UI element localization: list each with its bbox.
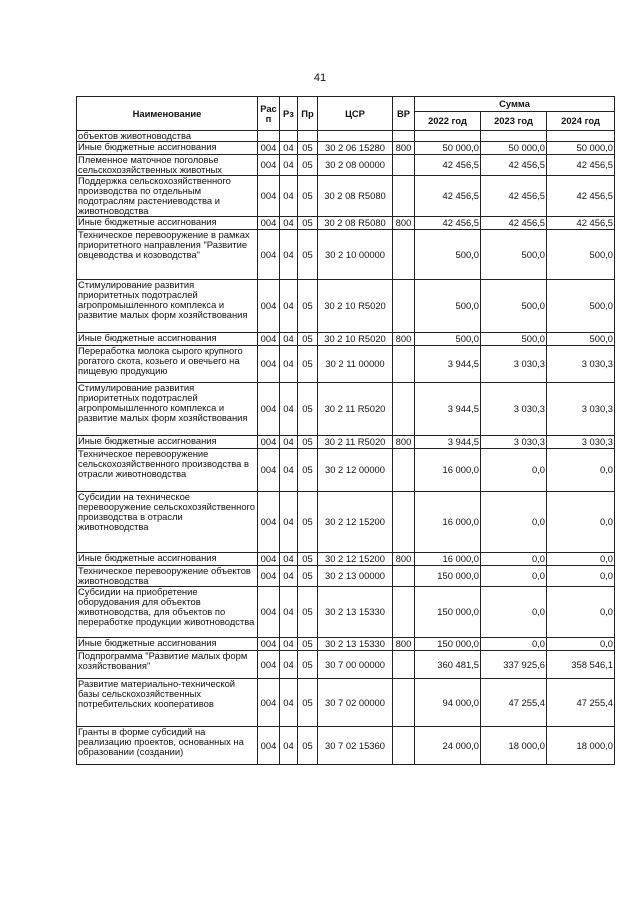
row-sum-2024: 3 030,3	[547, 346, 615, 383]
row-sum-2023: 500,0	[481, 230, 547, 280]
row-name: Поддержка сельскохозяйственного производства по отдельным подотраслям растениеводства и животноводства	[77, 176, 258, 217]
row-sum-2023: 42 456,5	[481, 217, 547, 230]
row-name: Техническое перевооружение в рамках приоритетного направления "Развитие овцеводства и козоводства"	[77, 230, 258, 280]
table-body	[77, 131, 615, 765]
row-sum-2024: 3 030,3	[547, 383, 615, 436]
row-pr: 05	[298, 346, 318, 383]
row-razdel: 004	[258, 587, 280, 638]
row-razdel: 004	[258, 553, 280, 566]
row-sum-2022: 16 000,0	[415, 553, 481, 566]
row-vr: 800	[393, 142, 415, 155]
header-year-2023: 2023 год	[481, 112, 547, 131]
row-sum-2024: 50 000,0	[547, 142, 615, 155]
row-pr: 05	[298, 727, 318, 765]
row-csr: 30 2 12 00000	[318, 449, 393, 492]
row-rz: 04	[280, 679, 298, 727]
row-pr: 05	[298, 436, 318, 449]
table-row	[77, 553, 615, 566]
row-vr	[393, 383, 415, 436]
row-sum-2024: 358 546,1	[547, 651, 615, 679]
table-row	[77, 679, 615, 727]
row-sum-2023: 47 255,4	[481, 679, 547, 727]
row-rz: 04	[280, 383, 298, 436]
row-vr: 800	[393, 333, 415, 346]
row-sum-2022: 24 000,0	[415, 727, 481, 765]
row-csr: 30 7 02 15360	[318, 727, 393, 765]
row-name: Племенное маточное поголовье сельскохозяйственных животных	[77, 155, 258, 176]
row-vr: 800	[393, 436, 415, 449]
row-vr: 800	[393, 553, 415, 566]
row-csr: 30 2 13 00000	[318, 566, 393, 587]
row-csr: 30 7 02 00000	[318, 679, 393, 727]
row-sum-2023: 0,0	[481, 553, 547, 566]
header-pr: Пр	[298, 97, 318, 131]
row-vr	[393, 492, 415, 553]
row-sum-2023	[481, 131, 547, 142]
header-name: Наименование	[77, 97, 258, 131]
row-sum-2024: 18 000,0	[547, 727, 615, 765]
row-vr	[393, 155, 415, 176]
row-name: Иные бюджетные ассигнования	[77, 142, 258, 155]
row-pr: 05	[298, 217, 318, 230]
row-razdel: 004	[258, 280, 280, 333]
row-name: Иные бюджетные ассигнования	[77, 217, 258, 230]
row-razdel: 004	[258, 383, 280, 436]
row-name: Развитие материально-технической базы сельскохозяйственных потребительских кооперативов	[77, 679, 258, 727]
row-razdel: 004	[258, 566, 280, 587]
row-csr: 30 2 13 15330	[318, 587, 393, 638]
row-razdel: 004	[258, 217, 280, 230]
row-sum-2023: 0,0	[481, 638, 547, 651]
row-pr: 05	[298, 553, 318, 566]
row-rz: 04	[280, 638, 298, 651]
row-sum-2024: 0,0	[547, 566, 615, 587]
table-row	[77, 176, 615, 217]
row-sum-2022: 3 944,5	[415, 436, 481, 449]
row-razdel: 004	[258, 727, 280, 765]
row-name: Техническое перевооружение объектов животноводства	[77, 566, 258, 587]
table-row	[77, 155, 615, 176]
row-sum-2024: 47 255,4	[547, 679, 615, 727]
row-name: Субсидии на техническое перевооружение сельскохозяйственного производства в отрасли животноводства	[77, 492, 258, 553]
row-sum-2023: 3 030,3	[481, 346, 547, 383]
row-name: Иные бюджетные ассигнования	[77, 638, 258, 651]
row-pr: 05	[298, 587, 318, 638]
row-sum-2022: 16 000,0	[415, 449, 481, 492]
table-row	[77, 230, 615, 280]
row-sum-2023: 0,0	[481, 492, 547, 553]
table-row	[77, 492, 615, 553]
row-sum-2022: 3 944,5	[415, 383, 481, 436]
row-sum-2022: 150 000,0	[415, 566, 481, 587]
row-sum-2024: 500,0	[547, 333, 615, 346]
table-row	[77, 217, 615, 230]
row-razdel: 004	[258, 155, 280, 176]
row-name: Гранты в форме субсидий на реализацию проектов, основанных на образовании (создании)	[77, 727, 258, 765]
row-csr: 30 2 08 R5080	[318, 217, 393, 230]
row-name: Субсидии на приобретение оборудования для объектов животноводства, для объектов по переработке продукции животноводства	[77, 587, 258, 638]
row-vr	[393, 651, 415, 679]
header-csr: ЦСР	[318, 97, 393, 131]
row-sum-2024: 42 456,5	[547, 217, 615, 230]
row-vr	[393, 230, 415, 280]
row-razdel: 004	[258, 346, 280, 383]
row-sum-2022: 42 456,5	[415, 217, 481, 230]
row-razdel: 004	[258, 436, 280, 449]
table-row	[77, 638, 615, 651]
row-csr: 30 2 08 R5080	[318, 176, 393, 217]
row-vr	[393, 346, 415, 383]
row-csr: 30 2 12 15200	[318, 553, 393, 566]
row-pr: 05	[298, 679, 318, 727]
row-sum-2022: 150 000,0	[415, 638, 481, 651]
row-vr: 800	[393, 217, 415, 230]
row-vr	[393, 587, 415, 638]
row-vr	[393, 280, 415, 333]
row-rz: 04	[280, 280, 298, 333]
row-pr: 05	[298, 383, 318, 436]
table-row	[77, 651, 615, 679]
row-razdel: 004	[258, 638, 280, 651]
row-rz: 04	[280, 492, 298, 553]
table-row	[77, 436, 615, 449]
row-razdel: 004	[258, 142, 280, 155]
row-sum-2023: 0,0	[481, 587, 547, 638]
row-pr: 05	[298, 142, 318, 155]
row-rz: 04	[280, 230, 298, 280]
row-sum-2022: 94 000,0	[415, 679, 481, 727]
header-sum: Сумма	[415, 97, 615, 112]
row-csr: 30 7 00 00000	[318, 651, 393, 679]
table-row	[77, 383, 615, 436]
row-rz: 04	[280, 449, 298, 492]
row-sum-2024: 0,0	[547, 587, 615, 638]
row-sum-2023: 337 925,6	[481, 651, 547, 679]
row-pr: 05	[298, 230, 318, 280]
row-razdel: 004	[258, 176, 280, 217]
row-csr: 30 2 10 R5020	[318, 333, 393, 346]
row-csr: 30 2 12 15200	[318, 492, 393, 553]
row-name: Подпрограмма "Развитие малых форм хозяйствования"	[77, 651, 258, 679]
header-razdel: Рас п	[258, 97, 280, 131]
row-rz: 04	[280, 333, 298, 346]
row-pr: 05	[298, 155, 318, 176]
table-row	[77, 280, 615, 333]
row-rz: 04	[280, 651, 298, 679]
table-row	[77, 131, 615, 142]
row-csr: 30 2 10 00000	[318, 230, 393, 280]
row-razdel	[258, 131, 280, 142]
row-sum-2022: 500,0	[415, 280, 481, 333]
header-rz: Рз	[280, 97, 298, 131]
row-sum-2023: 42 456,5	[481, 155, 547, 176]
row-name: объектов животноводства	[77, 131, 258, 142]
row-csr: 30 2 11 R5020	[318, 383, 393, 436]
row-sum-2024: 0,0	[547, 449, 615, 492]
row-rz	[280, 131, 298, 142]
row-sum-2024: 42 456,5	[547, 176, 615, 217]
row-rz: 04	[280, 587, 298, 638]
row-rz: 04	[280, 727, 298, 765]
table-row	[77, 566, 615, 587]
row-vr	[393, 727, 415, 765]
row-rz: 04	[280, 553, 298, 566]
row-sum-2023: 0,0	[481, 566, 547, 587]
row-sum-2022: 500,0	[415, 333, 481, 346]
table-row	[77, 449, 615, 492]
row-sum-2024: 3 030,3	[547, 436, 615, 449]
row-name: Иные бюджетные ассигнования	[77, 553, 258, 566]
row-csr: 30 2 08 00000	[318, 155, 393, 176]
row-razdel: 004	[258, 333, 280, 346]
row-rz: 04	[280, 436, 298, 449]
row-sum-2023: 50 000,0	[481, 142, 547, 155]
row-vr	[393, 176, 415, 217]
header-year-2022: 2022 год	[415, 112, 481, 131]
row-pr: 05	[298, 333, 318, 346]
header-year-2024: 2024 год	[547, 112, 615, 131]
row-pr: 05	[298, 492, 318, 553]
row-sum-2023: 500,0	[481, 280, 547, 333]
row-sum-2022: 16 000,0	[415, 492, 481, 553]
row-csr: 30 2 11 R5020	[318, 436, 393, 449]
row-sum-2024: 0,0	[547, 638, 615, 651]
row-pr: 05	[298, 638, 318, 651]
row-sum-2022: 150 000,0	[415, 587, 481, 638]
page-number: 41	[313, 72, 327, 84]
row-rz: 04	[280, 566, 298, 587]
row-pr: 05	[298, 566, 318, 587]
row-name: Иные бюджетные ассигнования	[77, 333, 258, 346]
row-pr: 05	[298, 176, 318, 217]
row-pr	[298, 131, 318, 142]
row-sum-2022: 3 944,5	[415, 346, 481, 383]
row-sum-2023: 18 000,0	[481, 727, 547, 765]
budget-table	[76, 96, 615, 765]
table-row	[77, 142, 615, 155]
row-rz: 04	[280, 155, 298, 176]
row-sum-2024: 500,0	[547, 280, 615, 333]
row-sum-2023: 3 030,3	[481, 383, 547, 436]
row-sum-2023: 42 456,5	[481, 176, 547, 217]
row-sum-2023: 3 030,3	[481, 436, 547, 449]
row-sum-2023: 500,0	[481, 333, 547, 346]
row-vr	[393, 566, 415, 587]
row-pr: 05	[298, 449, 318, 492]
row-rz: 04	[280, 176, 298, 217]
row-name: Иные бюджетные ассигнования	[77, 436, 258, 449]
header-vr: ВР	[393, 97, 415, 131]
table-row	[77, 346, 615, 383]
row-razdel: 004	[258, 492, 280, 553]
row-sum-2024: 0,0	[547, 492, 615, 553]
row-name: Стимулирование развития приоритетных подотраслей агропромышленного комплекса и развитие малых форм хозяйствования	[77, 280, 258, 333]
row-vr	[393, 679, 415, 727]
row-name: Техническое перевооружение сельскохозяйственного производства в отрасли животноводства	[77, 449, 258, 492]
table-row	[77, 587, 615, 638]
row-csr: 30 2 10 R5020	[318, 280, 393, 333]
row-sum-2022: 50 000,0	[415, 142, 481, 155]
row-sum-2024: 42 456,5	[547, 155, 615, 176]
row-csr: 30 2 13 15330	[318, 638, 393, 651]
row-sum-2024: 0,0	[547, 553, 615, 566]
row-rz: 04	[280, 217, 298, 230]
row-sum-2022: 42 456,5	[415, 176, 481, 217]
row-name: Стимулирование развития приоритетных подотраслей агропромышленного комплекса и развитие малых форм хозяйствования	[77, 383, 258, 436]
row-pr: 05	[298, 280, 318, 333]
row-name: Переработка молока сырого крупного рогатого скота, козьего и овечьего на пищевую продукцию	[77, 346, 258, 383]
row-sum-2022: 360 481,5	[415, 651, 481, 679]
row-pr: 05	[298, 651, 318, 679]
table-row	[77, 333, 615, 346]
table-header-row	[77, 97, 615, 112]
row-rz: 04	[280, 142, 298, 155]
row-sum-2022	[415, 131, 481, 142]
row-sum-2024	[547, 131, 615, 142]
row-sum-2022: 500,0	[415, 230, 481, 280]
row-sum-2024: 500,0	[547, 230, 615, 280]
row-sum-2022: 42 456,5	[415, 155, 481, 176]
row-razdel: 004	[258, 679, 280, 727]
table-row	[77, 727, 615, 765]
row-csr: 30 2 06 15280	[318, 142, 393, 155]
row-vr	[393, 131, 415, 142]
row-vr: 800	[393, 638, 415, 651]
row-razdel: 004	[258, 230, 280, 280]
row-vr	[393, 449, 415, 492]
row-sum-2023: 0,0	[481, 449, 547, 492]
row-csr	[318, 131, 393, 142]
row-razdel: 004	[258, 449, 280, 492]
row-razdel: 004	[258, 651, 280, 679]
row-csr: 30 2 11 00000	[318, 346, 393, 383]
row-rz: 04	[280, 346, 298, 383]
